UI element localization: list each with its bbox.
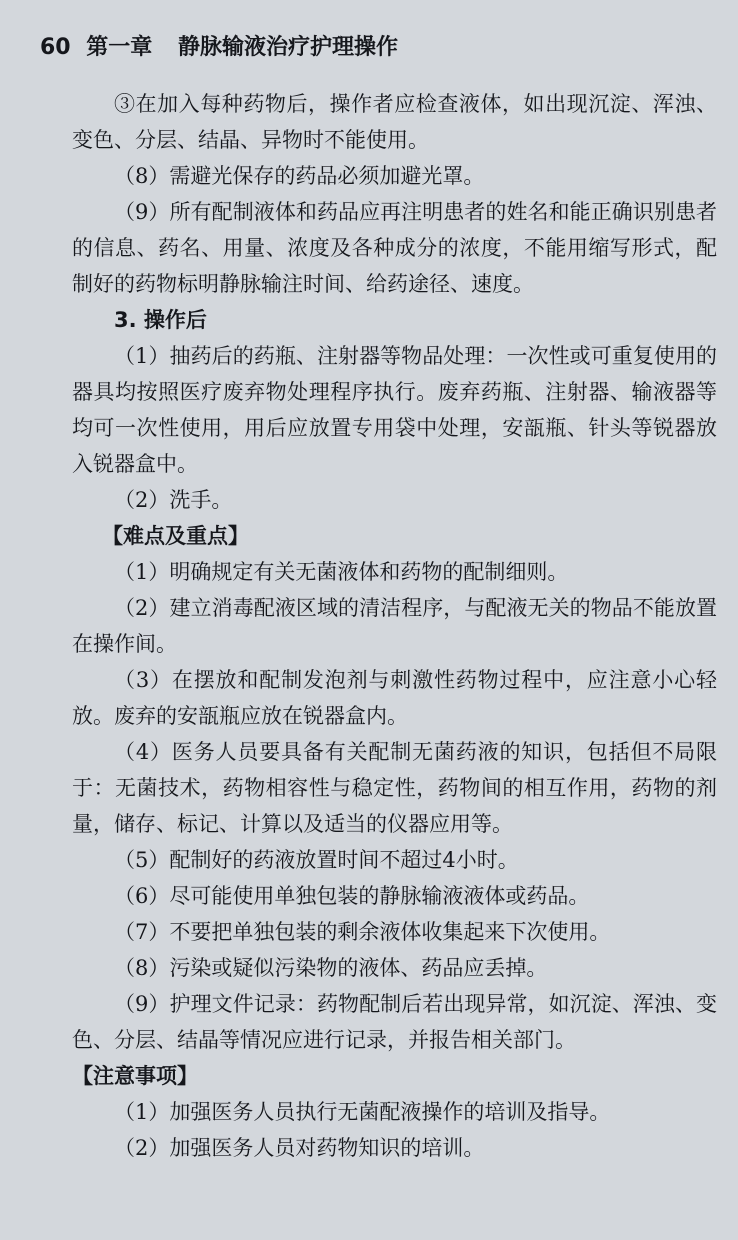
paragraph: （1）加强医务人员执行无菌配液操作的培训及指导。 xyxy=(114,1100,611,1124)
chapter-title: 静脉输液治疗护理操作 xyxy=(177,35,398,60)
bracket-heading: 【注意事项】 xyxy=(72,1064,198,1088)
paragraph: （1）抽药后的药瓶、注射器等物品处理：一次性或可重复使用的器具均按照医疗废弃物处理程序执行。废弃药瓶、注射器、输液器等均可一次性使用，用后应放置专用袋中处理，安瓿瓶、针头等锐器放入锐器盒中。 xyxy=(72,344,717,476)
paragraph: （1）明确规定有关无菌液体和药物的配制细则。 xyxy=(114,560,569,584)
paragraph: （7）不要把单独包装的剩余液体收集起来下次使用。 xyxy=(114,920,611,944)
paragraph: （6）尽可能使用单独包装的静脉输液液体或药品。 xyxy=(114,884,590,908)
paragraph: （2）建立消毒配液区域的清洁程序，与配液无关的物品不能放置在操作间。 xyxy=(72,596,717,656)
paragraph: （9）所有配制液体和药品应再注明患者的姓名和能正确识别患者的信息、药名、用量、浓度及各种成分的浓度，不能用缩写形式，配制好的药物标明静脉输注时间、给药途径、速度。 xyxy=(72,200,717,296)
paragraph: （5）配制好的药液放置时间不超过4小时。 xyxy=(114,848,519,872)
paragraph: （2）洗手。 xyxy=(114,488,233,512)
paragraph: （8）污染或疑似污染物的液体、药品应丢掉。 xyxy=(114,956,548,980)
paragraph: （3）在摆放和配制发泡剂与刺激性药物过程中，应注意小心轻放。废弃的安瓿瓶应放在锐器盒内。 xyxy=(72,668,717,728)
paragraph: （9）护理文件记录：药物配制后若出现异常，如沉淀、浑浊、变色、分层、结晶等情况应进行记录，并报告相关部门。 xyxy=(72,992,717,1052)
paragraph: （8）需避光保存的药品必须加避光罩。 xyxy=(114,164,485,188)
running-header xyxy=(40,30,398,61)
paragraph: ③在加入每种药物后，操作者应检查液体，如出现沉淀、浑浊、变色、分层、结晶、异物时不能使用。 xyxy=(72,92,717,152)
page-body xyxy=(72,86,717,1166)
chapter-label: 第一章 xyxy=(86,35,153,60)
bracket-heading: 【难点及重点】 xyxy=(102,524,249,548)
page-number: 60 xyxy=(40,35,71,60)
section-heading: 3. 操作后 xyxy=(114,308,207,332)
paragraph: （4）医务人员要具备有关配制无菌药液的知识，包括但不局限于：无菌技术，药物相容性与稳定性，药物间的相互作用，药物的剂量，储存、标记、计算以及适当的仪器应用等。 xyxy=(72,740,717,836)
paragraph: （2）加强医务人员对药物知识的培训。 xyxy=(114,1136,485,1160)
